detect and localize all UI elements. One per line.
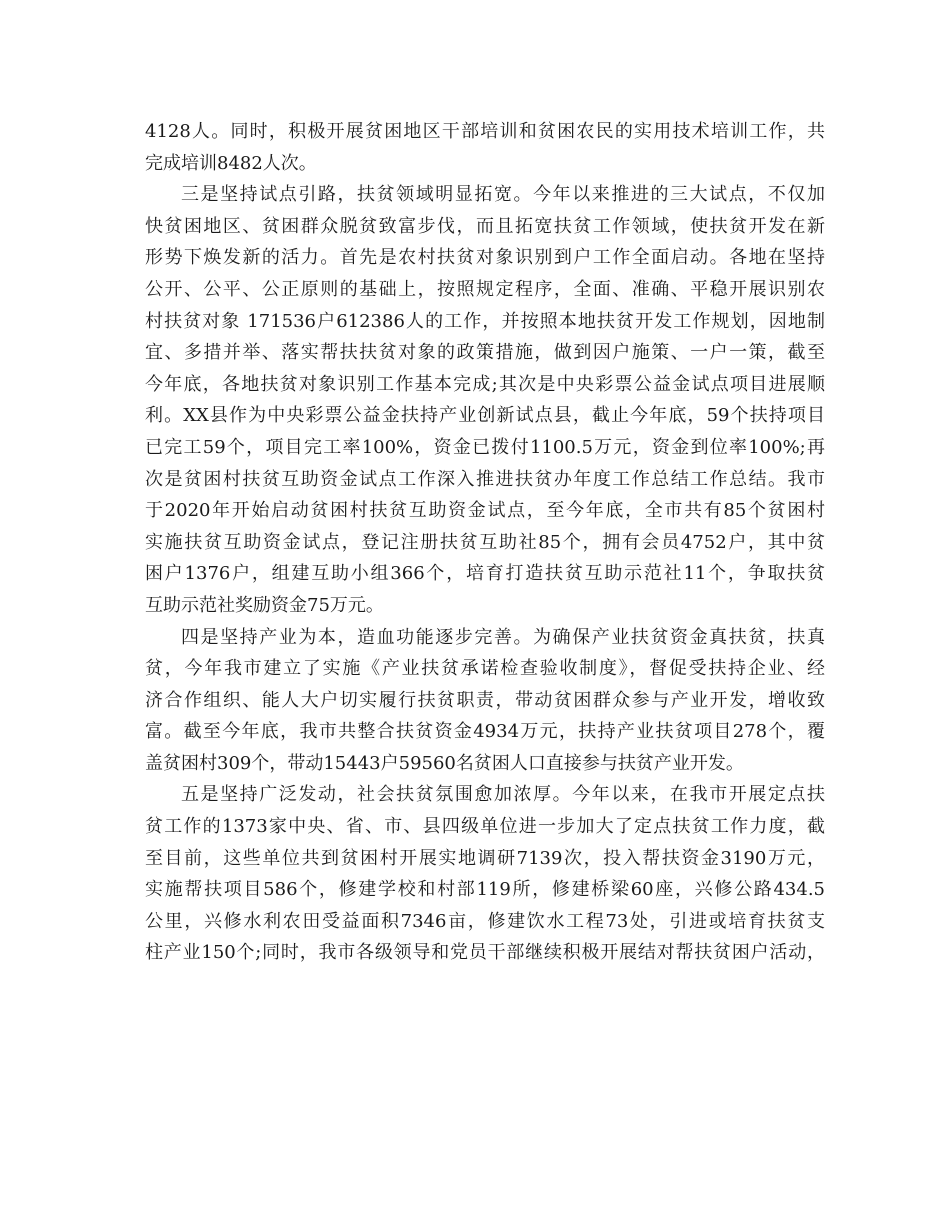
text-line: 实施扶贫互助资金试点，登记注册扶贫互助社85个，拥有会员4752户，其中贫 bbox=[145, 531, 825, 553]
text-line: 贫，今年我市建立了实施《产业扶贫承诺检查验收制度》，督促受扶持企业、经 bbox=[145, 658, 825, 680]
text-line: 公开、公平、公正原则的基础上，按照规定程序，全面、准确、平稳开展识别农 bbox=[145, 278, 825, 300]
text-line: 五是坚持广泛发动，社会扶贫氛围愈加浓厚。今年以来，在我市开展定点扶 bbox=[181, 784, 825, 806]
text-line: 次是贫困村扶贫互助资金试点工作深入推进扶贫办年度工作总结工作总结。我市 bbox=[145, 468, 825, 490]
text-line: 完成培训8482人次。 bbox=[145, 152, 317, 174]
text-line: 4128人。同时，积极开展贫困地区干部培训和贫困农民的实用技术培训工作，共 bbox=[145, 121, 825, 142]
text-line: 济合作组织、能人大户切实履行扶贫职责，带动贫困群众参与产业开发，增收致 bbox=[145, 689, 825, 711]
text-line: 困户1376户，组建互助小组366个，培育打造扶贫互助示范社11个，争取扶贫 bbox=[145, 563, 825, 585]
document-body bbox=[145, 116, 825, 969]
text-line: 四是坚持产业为本，造血功能逐步完善。为确保产业扶贫资金真扶贫，扶真 bbox=[181, 626, 825, 648]
text-line: 柱产业150个;同时，我市各级领导和党员干部继续积极开展结对帮扶贫困户活动， bbox=[145, 942, 825, 964]
text-line: 盖贫困村309个，带动15443户59560名贫困人口直接参与扶贫产业开发。 bbox=[145, 752, 744, 774]
text-line: 宜、多措并举、落实帮扶扶贫对象的政策措施，做到因户施策、一户一策，截至 bbox=[145, 342, 825, 364]
text-line: 利。XX县作为中央彩票公益金扶持产业创新试点县，截止今年底，59个扶持项目 bbox=[145, 405, 825, 427]
text-line: 形势下焕发新的活力。首先是农村扶贫对象识别到户工作全面启动。各地在坚持 bbox=[145, 247, 825, 269]
text-line: 已完工59个，项目完工率100%，资金已拨付1100.5万元，资金到位率100%;再 bbox=[145, 436, 825, 458]
text-line: 快贫困地区、贫困群众脱贫致富步伐，而且拓宽扶贫工作领域，使扶贫开发在新 bbox=[145, 215, 825, 237]
text-line: 今年底，各地扶贫对象识别工作基本完成;其次是中央彩票公益金试点项目进展顺 bbox=[145, 373, 825, 395]
text-line: 实施帮扶项目586个，修建学校和村部119所，修建桥梁60座，兴修公路434.5 bbox=[145, 879, 825, 901]
text-line: 于2020年开始启动贫困村扶贫互助资金试点，至今年底，全市共有85个贫困村 bbox=[145, 500, 825, 522]
text-line: 三是坚持试点引路，扶贫领域明显拓宽。今年以来推进的三大试点，不仅加 bbox=[181, 184, 825, 206]
text-line: 富。截至今年底，我市共整合扶贫资金4934万元，扶持产业扶贫项目278个，覆 bbox=[145, 721, 825, 743]
text-line: 互助示范社奖励资金75万元。 bbox=[145, 594, 384, 616]
text-line: 公里，兴修水利农田受益面积7346亩，修建饮水工程73处，引进或培育扶贫支 bbox=[145, 910, 825, 932]
text-line: 贫工作的1373家中央、省、市、县四级单位进一步加大了定点扶贫工作力度，截 bbox=[145, 816, 825, 838]
text-line: 至目前，这些单位共到贫困村开展实地调研7139次，投入帮扶资金3190万元， bbox=[145, 847, 825, 869]
text-line: 村扶贫对象 171536户612386人的工作，并按照本地扶贫开发工作规划，因地制 bbox=[145, 310, 825, 332]
